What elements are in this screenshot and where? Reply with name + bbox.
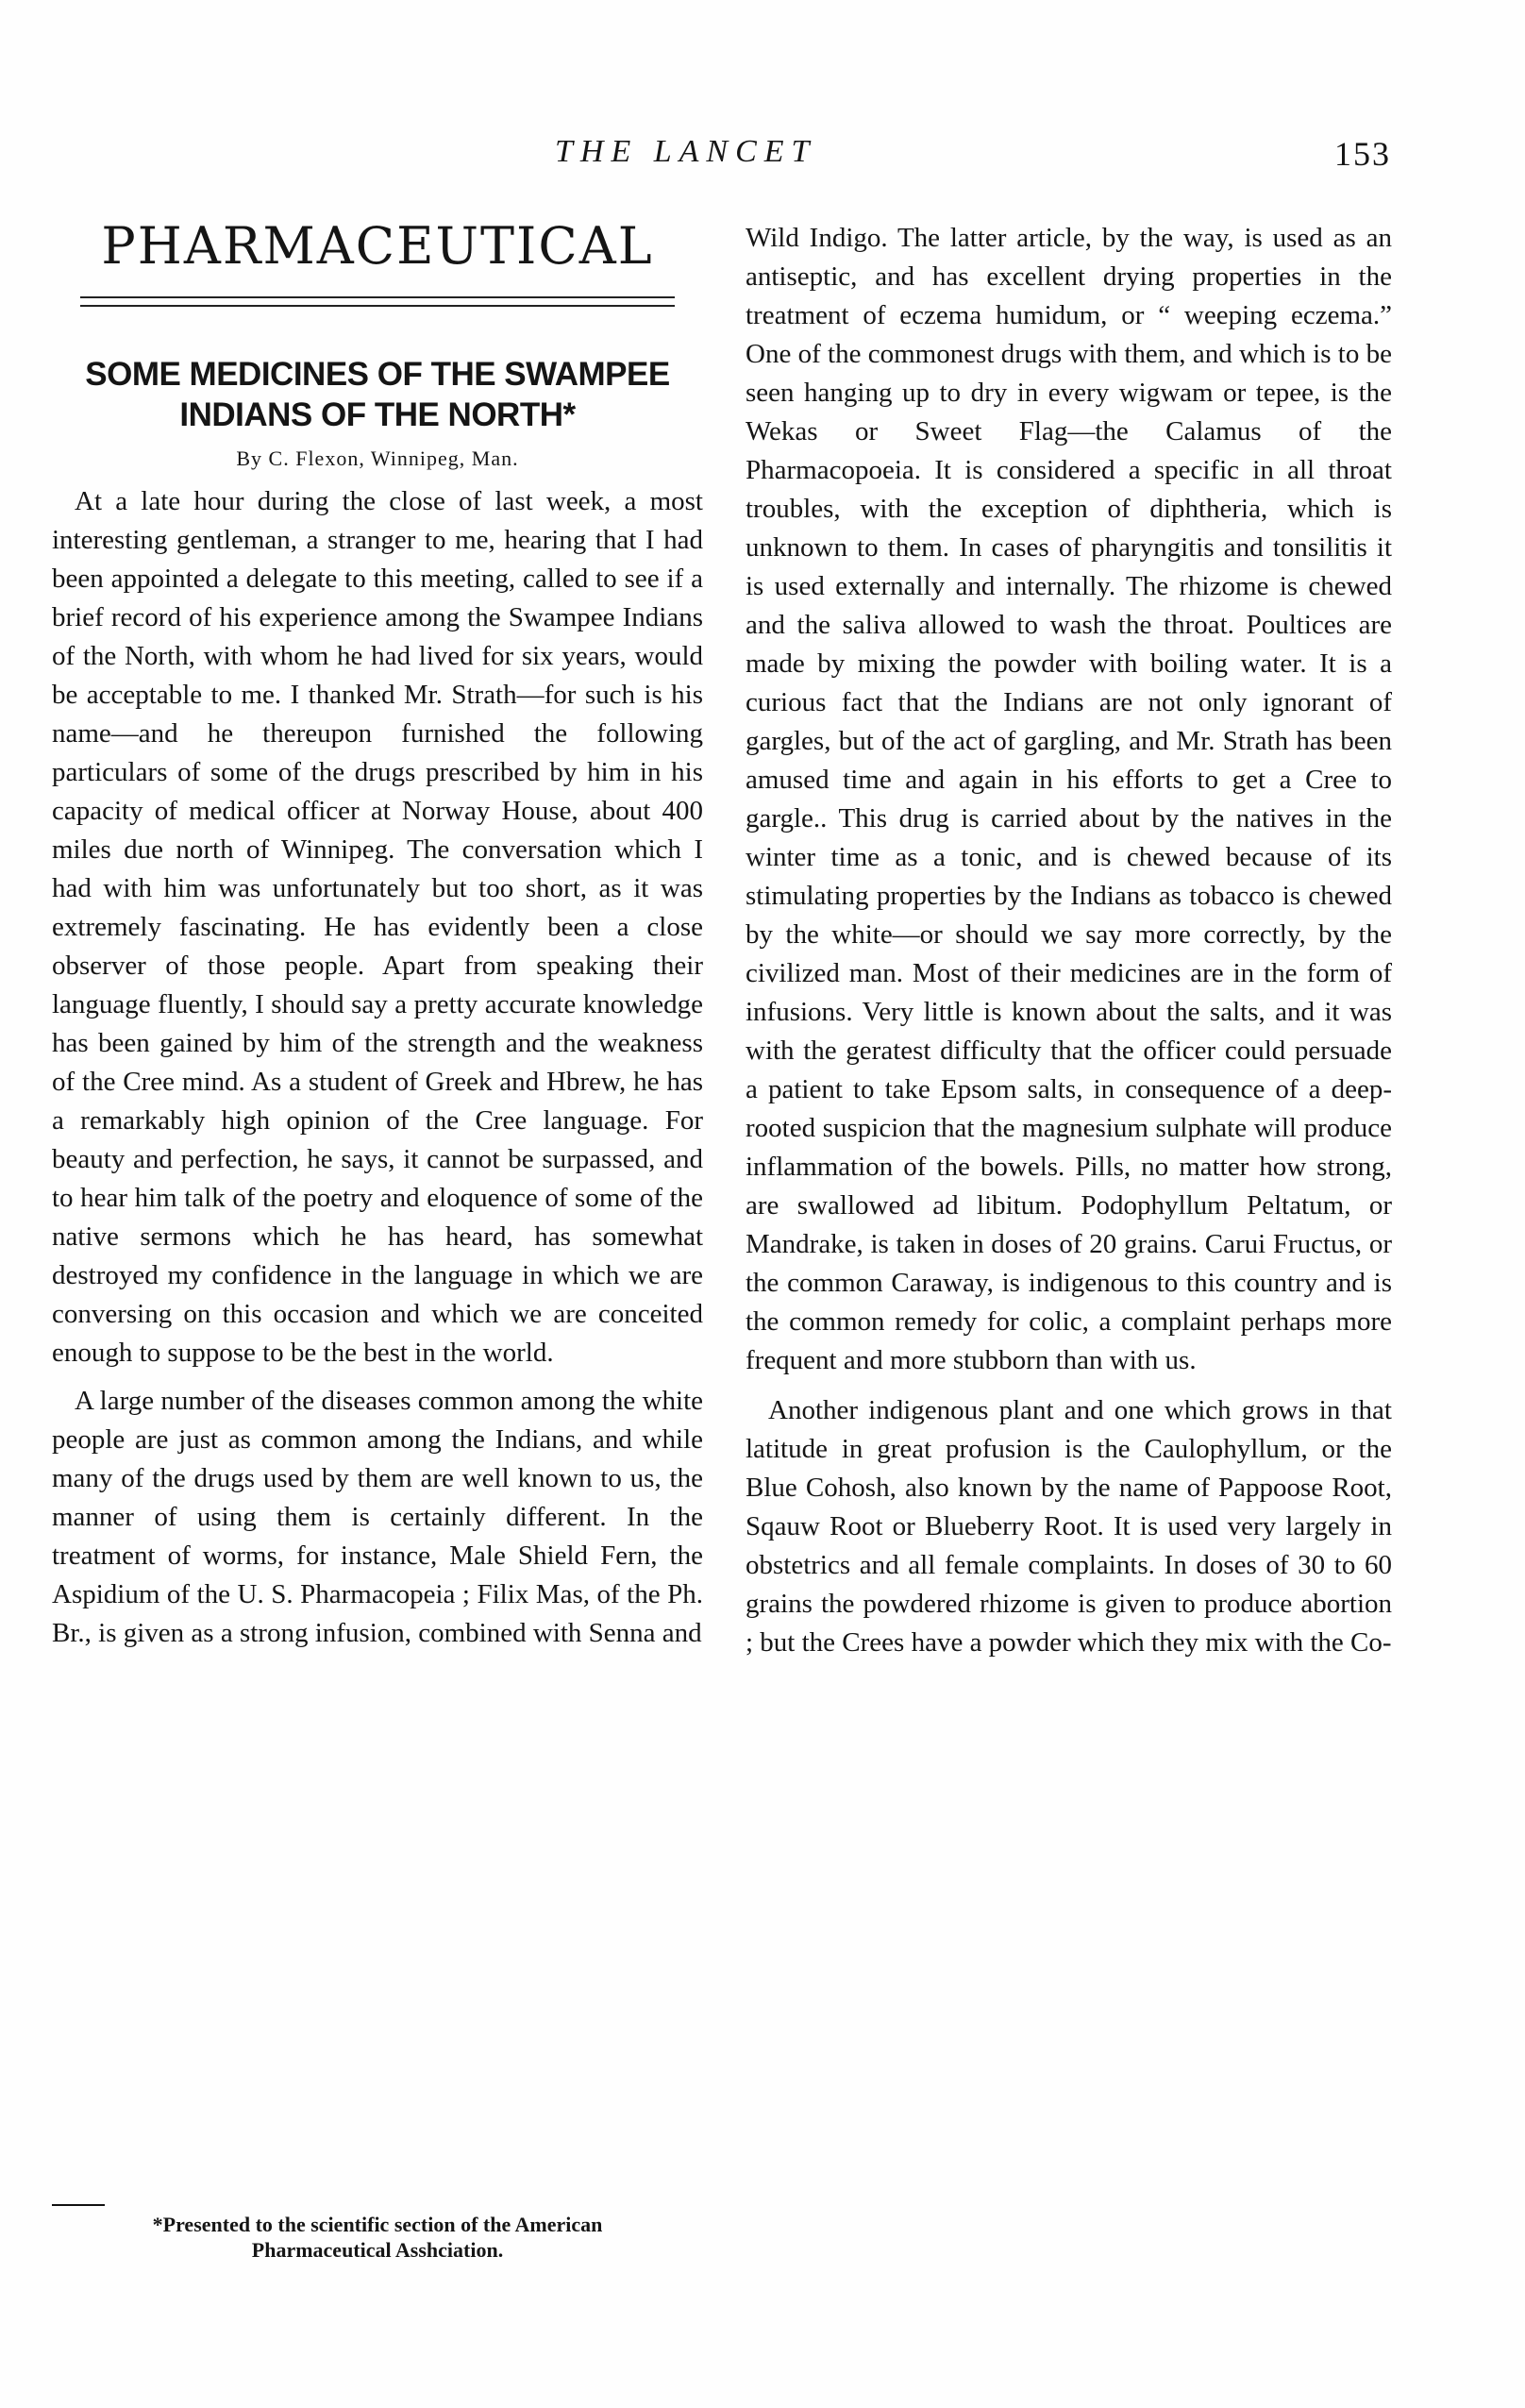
article-title-line-1: SOME MEDICINES OF THE SWAMPEE xyxy=(85,356,670,393)
paragraph: At a late hour during the close of last week, a most interesting gentleman, a stranger to me, hearing that I had been appointed a delegate to this meeting, called to see if a brief record of his experience among the Swampee Indians of the North, with whom he had lived for six years, would be acceptable to me. I thanked Mr. Strath—for such is his name—and he thereupon furnished the following particulars of some of the drugs prescribed by him in his capacity of medical officer at Norway House, about 400 miles due north of Winnipeg. The conversation which I had with him was unfortunately but too short, as it was extremely fascinating. He has evidently been a close observer of those people. Apart from speaking their language fluently, I should say a pretty accurate knowledge has been gained by him of the strength and the weakness of the Cree mind. As a student of Greek and Hbrew, he has a remarkably high opinion of the Cree language. For beauty and perfection, he says, it cannot be surpassed, and to hear him talk of the poetry and eloquence of some of the native sermons which he has heard, has somewhat destroyed my confidence in the language in which we are conversing on this occasion and which we are conceited enough to suppose to be the best in the world. xyxy=(52,486,703,1368)
page-number: 153 xyxy=(1334,135,1391,173)
section-divider xyxy=(80,296,675,307)
journal-title: THE LANCET xyxy=(555,134,817,169)
paragraph: A large number of the diseases common among the white people are just as common among the Indians, and while many of the drugs used by them are well known to us, the manner of using them is certainly different. In the treatment of worms, for instance, Male Shield Fern, the Aspidium of the U. S. Pharmacopeia ; Filix Mas, of the Ph. Br., is given as a strong infusion, combined with Senna and xyxy=(52,1386,703,1648)
left-column xyxy=(52,217,703,1653)
paragraph: Wild Indigo. The latter article, by the way, is used as an antiseptic, and has excellent drying properties in the treatment of eczema humidum, or “ weeping eczema.” One of the commonest drugs with them, and which is to be seen hanging up to dry in every wigwam or tepee, is the Wekas or Sweet Flag—the Calamus of the Pharmacopoeia. It is considered a specific in all throat troubles, with the exception of diphtheria, which is unknown to them. In cases of pharyngitis and tonsilitis it is used externally and internally. The rhizome is chewed and the saliva allowed to wash the throat. Poultices are made by mixing the powder with boiling water. It is a curious fact that the Indians are not only ignorant of gargles, but of the act of gargling, and Mr. Strath has been amused time and again in his efforts to get a Cree to gargle.. This drug is carried about by the natives in the winter time as a tonic, and is chewed because of its stimulating properties by the Indians as tobacco is chewed by the white—or should we say more correctly, by the civilized man. Most of their medicines are in the form of infusions. Very little is known about the salts, and it was with the geratest difficulty that the officer could persuade a patient to take Epsom salts, in consequence of a deep-rooted suspicion that the magnesium sulphate will produce inflammation of the bowels. Pills, no matter how strong, are swallowed ad libitum. Podophyllum Peltatum, or Mandrake, is taken in doses of 20 grains. Carui Fructus, or the common Caraway, is indigenous to this country and is the common remedy for colic, a complaint perhaps more frequent and more stubborn than with us. xyxy=(746,223,1392,1375)
running-head xyxy=(0,134,1525,181)
article-title-line-2: INDIANS OF THE NORTH* xyxy=(179,396,576,433)
footnote-rule xyxy=(52,2204,105,2206)
paragraph: Another indigenous plant and one which grows in that latitude in great profusion is the Caulophyllum, or the Blue Cohosh, also known by the name of Pappoose Root, Sqauw Root or Blueberry Root. It is used very largely in obstetrics and all female complaints. In doses of 30 to 60 grains the powdered rhizome is given to produce abortion ; but the Crees have a powder which they mix with the Co- xyxy=(746,1395,1392,1658)
footnote-line-1: *Presented to the scientific section of the American xyxy=(152,2213,603,2236)
article-title xyxy=(52,354,703,435)
right-column xyxy=(746,217,1392,1662)
footnote xyxy=(52,2212,703,2263)
footnote-line-2: Pharmaceutical Asshciation. xyxy=(251,2238,504,2262)
byline: By C. Flexon, Winnipeg, Man. xyxy=(236,446,519,470)
section-title: PHARMACEUTICAL xyxy=(101,216,654,276)
